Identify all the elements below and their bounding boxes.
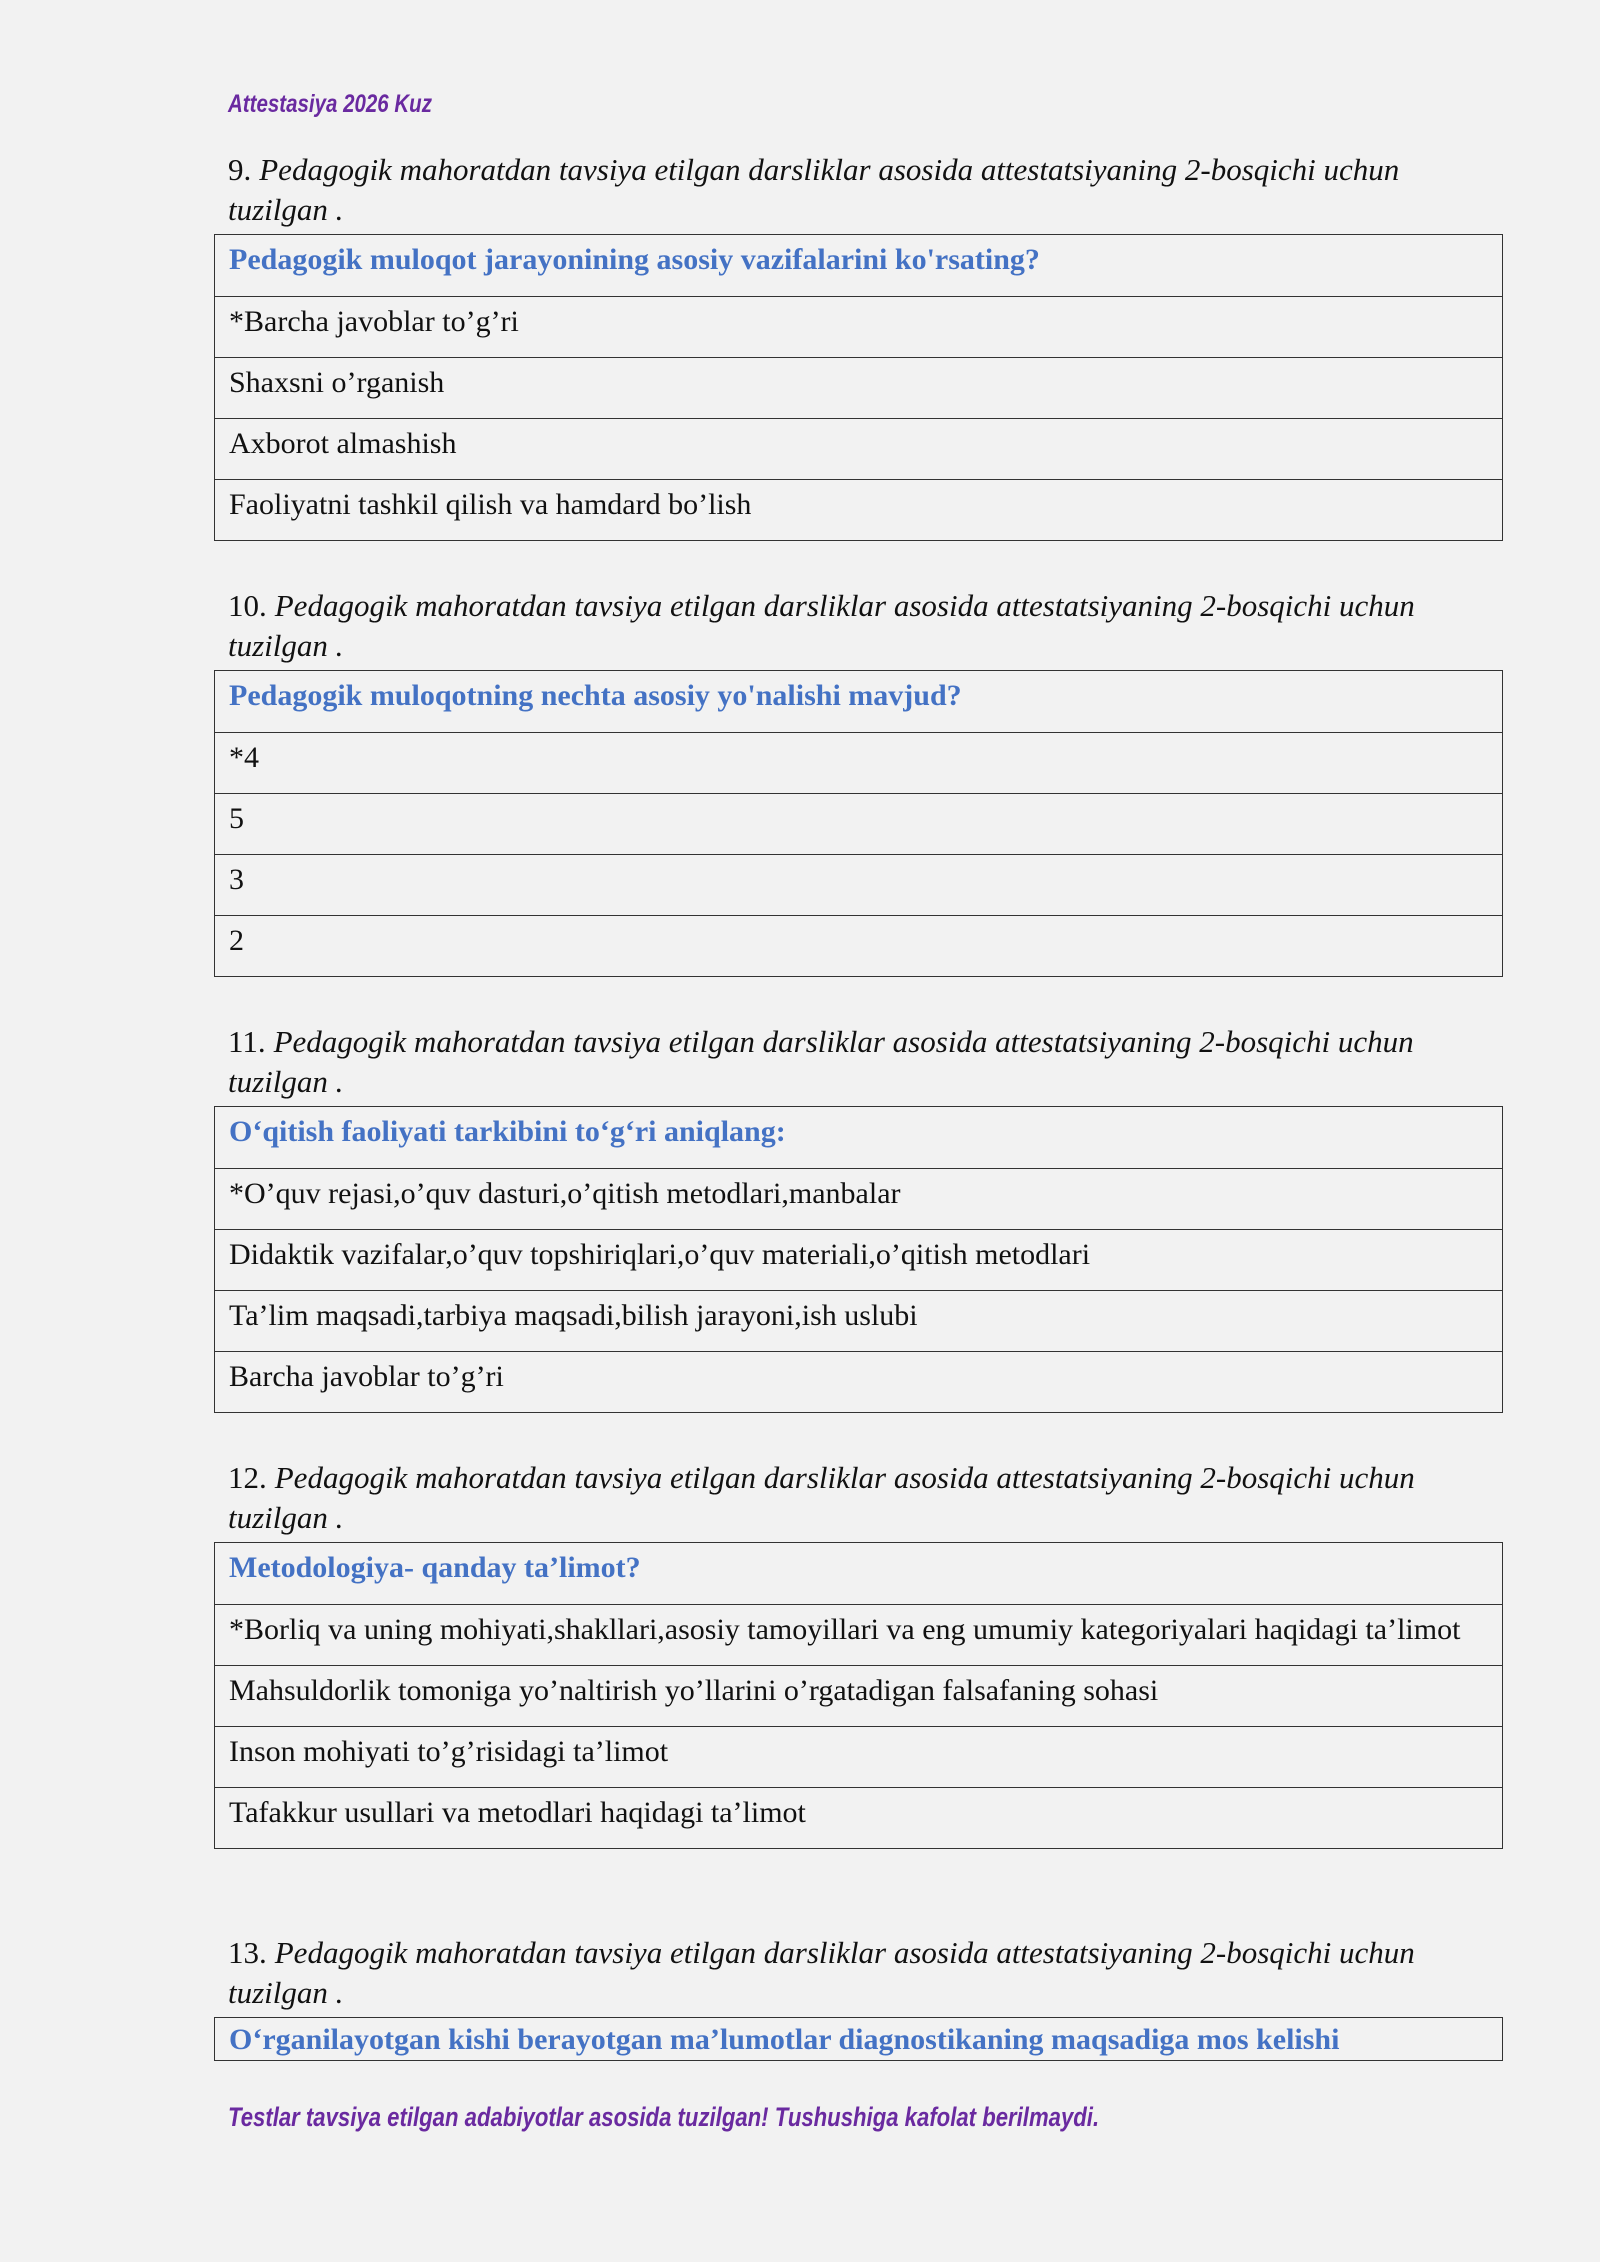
answer-option: 3 <box>215 854 1502 915</box>
question-text: Pedagogik muloqotning nechta asosiy yo'nalishi mavjud? <box>229 679 962 712</box>
answer-option: Ta’lim maqsadi,tarbiya maqsadi,bilish jarayoni,ish uslubi <box>215 1290 1502 1351</box>
question-intro <box>214 586 1503 666</box>
question-block-12 <box>214 1458 1503 1849</box>
answer-option: Shaxsni o’rganish <box>215 357 1502 418</box>
answer-option: *Barcha javoblar to’g’ri <box>215 296 1502 357</box>
question-intro-text: Pedagogik mahoratdan tavsiya etilgan darsliklar asosida attestatsiyaning 2-bosqichi uchun tuzilgan . <box>228 588 1415 663</box>
question-intro-text: Pedagogik mahoratdan tavsiya etilgan darsliklar asosida attestatsiyaning 2-bosqichi uchun tuzilgan . <box>228 1024 1414 1099</box>
answer-option: *Borliq va uning mohiyati,shakllari,asosiy tamoyillari va eng umumiy kategoriyalari haqidagi ta’limot <box>215 1604 1502 1665</box>
answer-option: Mahsuldorlik tomoniga yo’naltirish yo’llarini o’rgatadigan falsafaning sohasi <box>215 1665 1502 1726</box>
question-intro-text: Pedagogik mahoratdan tavsiya etilgan darsliklar asosida attestatsiyaning 2-bosqichi uchun tuzilgan . <box>228 1460 1415 1535</box>
answer-option: 2 <box>215 915 1502 976</box>
question-table <box>214 2017 1503 2061</box>
question-block-13 <box>214 1933 1503 2061</box>
question-block-10 <box>214 586 1503 977</box>
answer-option: Axborot almashish <box>215 418 1502 479</box>
answer-option: *O’quv rejasi,o’quv dasturi,o’qitish metodlari,manbalar <box>215 1168 1502 1229</box>
question-number: 12. <box>228 1460 267 1495</box>
question-number: 10. <box>228 588 267 623</box>
answer-option: Inson mohiyati to’g’risidagi ta’limot <box>215 1726 1502 1787</box>
question-text: Metodologiya- qanday ta’limot? <box>229 1551 641 1584</box>
question-block-11 <box>214 1022 1503 1413</box>
answer-option: Barcha javoblar to’g’ri <box>215 1351 1502 1412</box>
question-number: 9. <box>228 152 252 187</box>
question-number: 11. <box>228 1024 266 1059</box>
question-table <box>214 1542 1503 1849</box>
answer-option: Faoliyatni tashkil qilish va hamdard bo’lish <box>215 479 1502 540</box>
page-header: Attestasiya 2026 Kuz <box>228 90 432 118</box>
answer-option: Didaktik vazifalar,o’quv topshiriqlari,o’quv materiali,o’qitish metodlari <box>215 1229 1502 1290</box>
question-text: Pedagogik muloqot jarayonining asosiy vazifalarini ko'rsating? <box>229 243 1040 276</box>
question-intro-text: Pedagogik mahoratdan tavsiya etilgan darsliklar asosida attestatsiyaning 2-bosqichi uchun tuzilgan . <box>228 152 1400 227</box>
answer-option: 5 <box>215 793 1502 854</box>
question-intro <box>214 1022 1503 1102</box>
question-intro <box>214 1933 1503 2013</box>
answer-option: *4 <box>215 732 1502 793</box>
question-text: O‘qitish faoliyati tarkibini to‘g‘ri aniqlang: <box>229 1115 786 1148</box>
question-table <box>214 670 1503 977</box>
question-block-9 <box>214 150 1503 541</box>
answer-option: Tafakkur usullari va metodlari haqidagi ta’limot <box>215 1787 1502 1848</box>
question-text: O‘rganilayotgan kishi berayotgan ma’lumotlar diagnostikaning maqsadiga mos kelishi <box>229 2023 1340 2056</box>
question-table <box>214 1106 1503 1413</box>
page-footer-disclaimer: Testlar tavsiya etilgan adabiyotlar asosida tuzilgan! Tushushiga kafolat berilmaydi. <box>228 2102 1100 2132</box>
question-number: 13. <box>228 1935 267 1970</box>
question-intro <box>214 1458 1503 1538</box>
question-intro <box>214 150 1503 230</box>
question-intro-text: Pedagogik mahoratdan tavsiya etilgan darsliklar asosida attestatsiyaning 2-bosqichi uchun tuzilgan . <box>228 1935 1415 2010</box>
question-table <box>214 234 1503 541</box>
